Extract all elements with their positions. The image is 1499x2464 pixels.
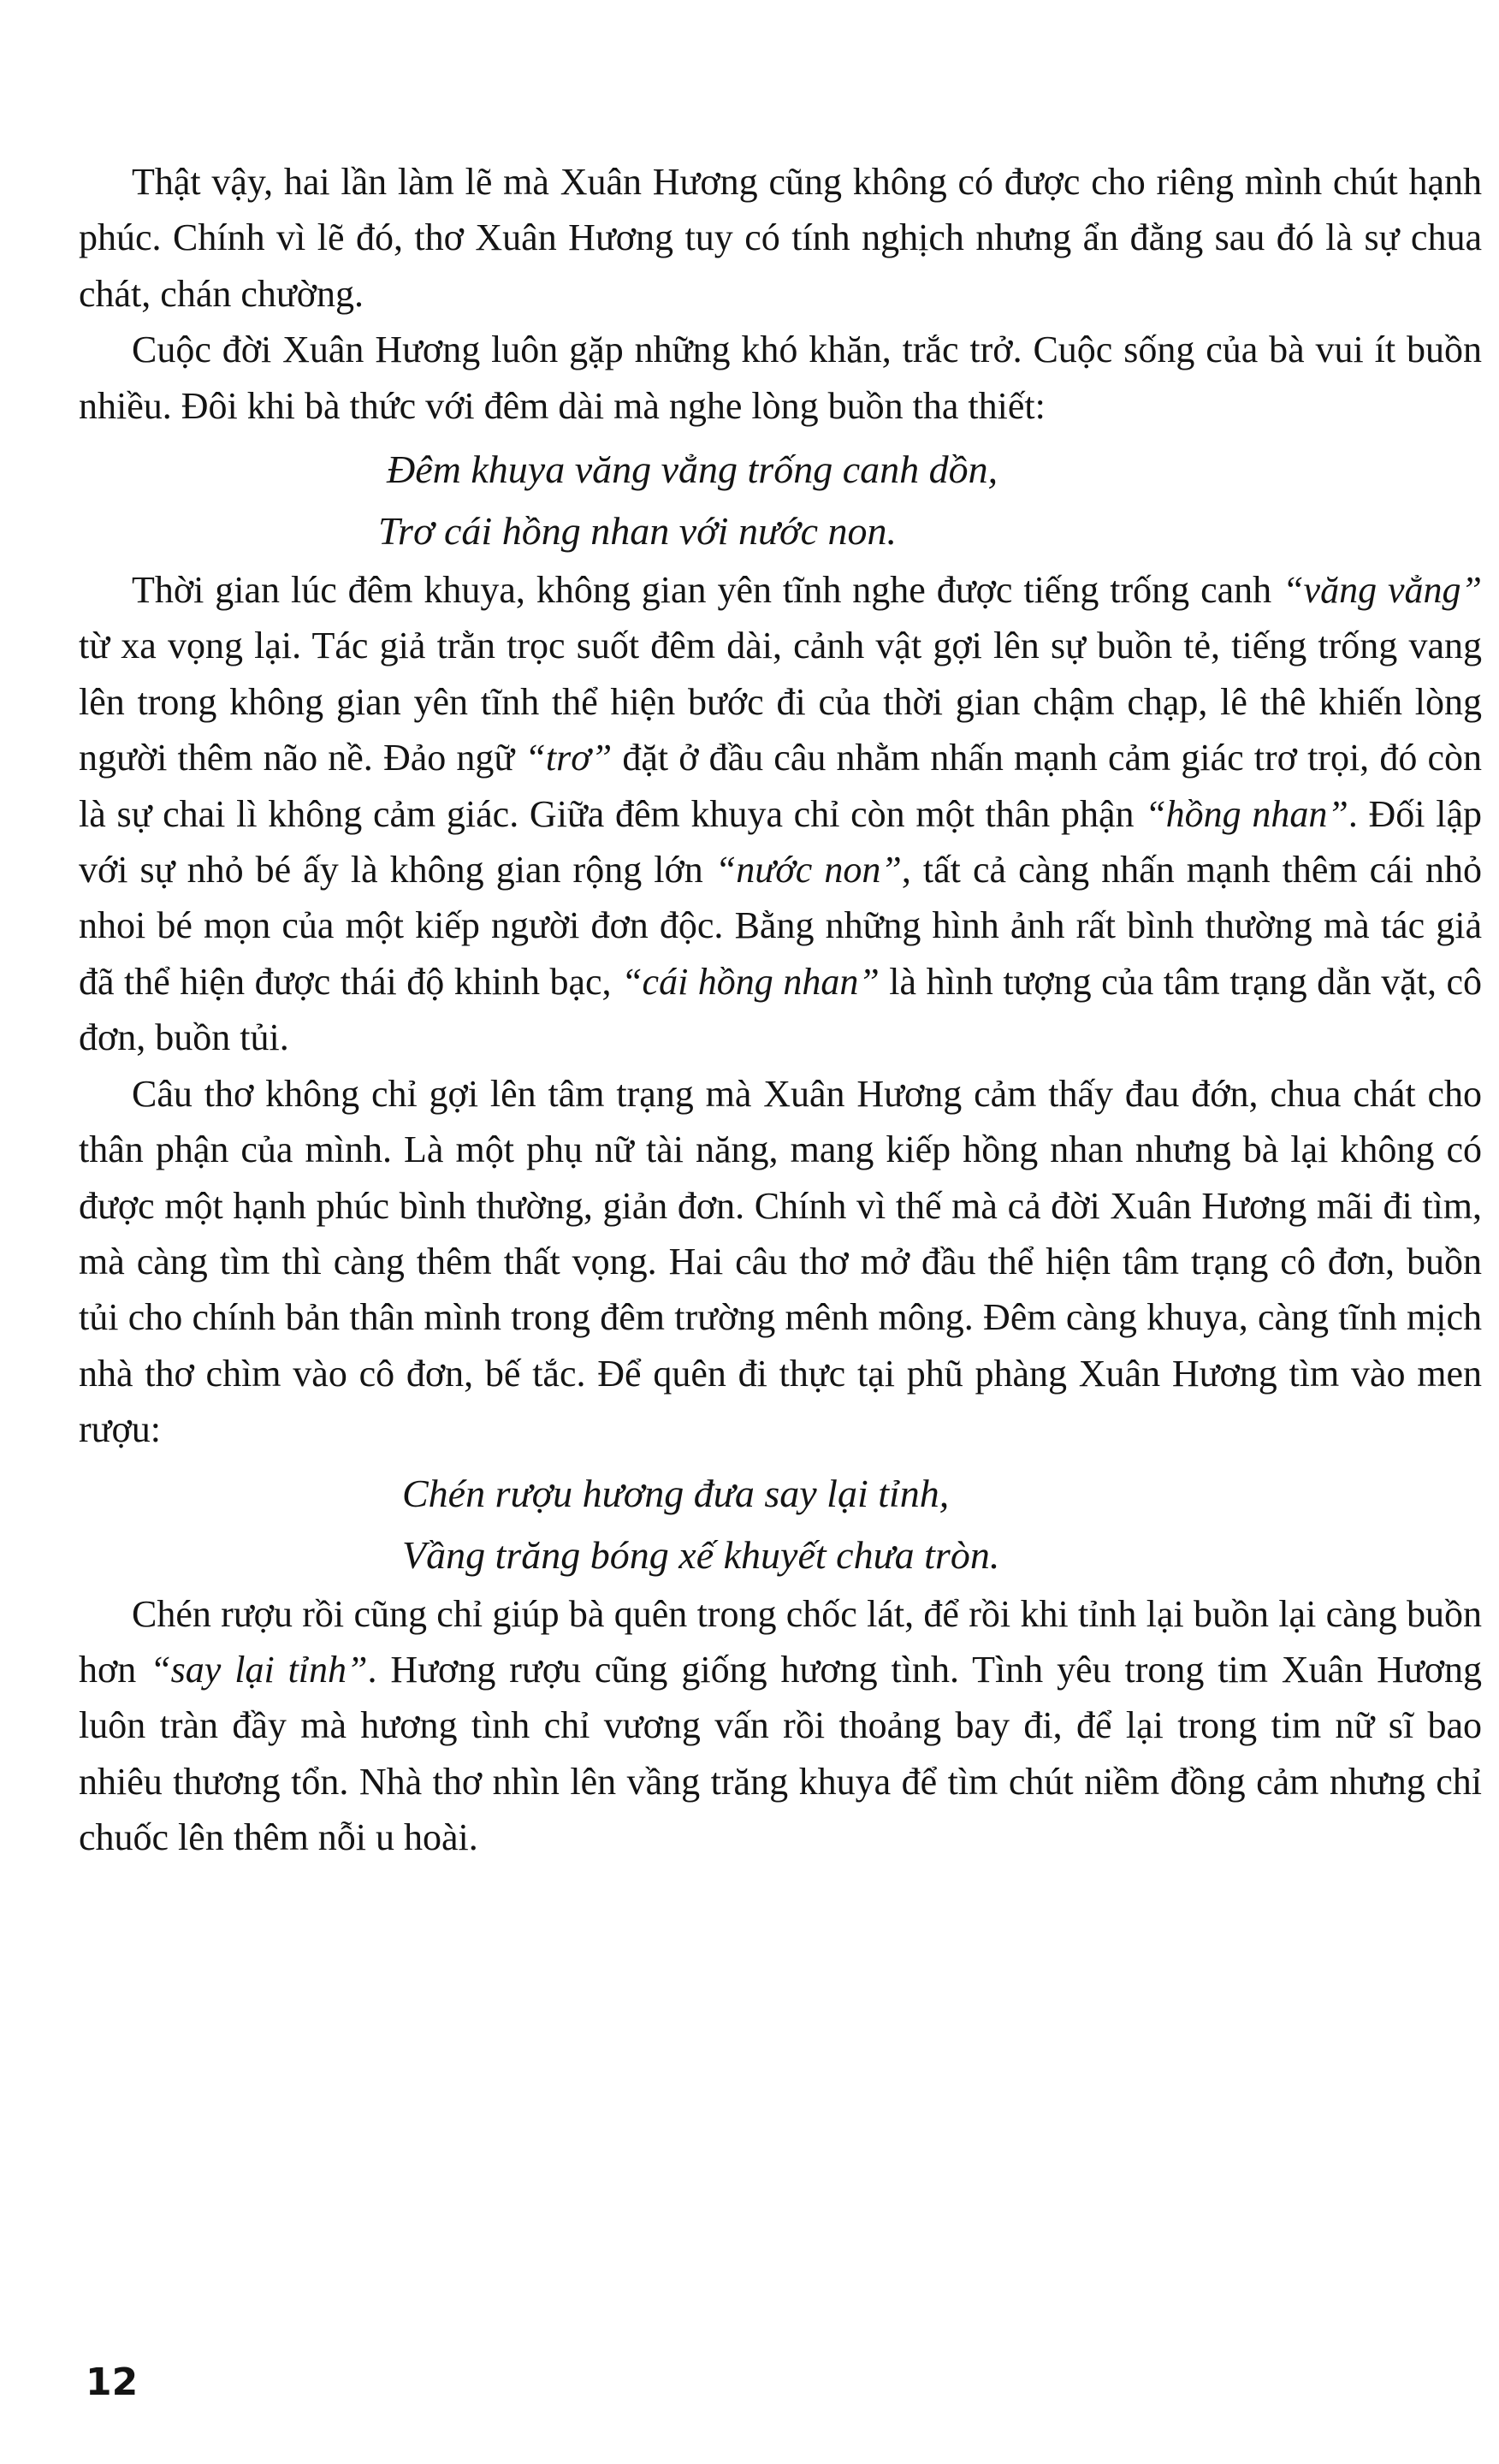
paragraph-3-text-6: là hình tượng của tâm trạng dằn vặt, cô đơn, buồn tủi. [79,960,1482,1059]
quote-say-lai-tinh: “say lại tỉnh” [150,1648,368,1691]
page-number: 12 [86,2360,139,2404]
verse-line-4: Vầng trăng bóng xế khuyết chưa tròn. [402,1532,1000,1577]
paragraph-3 [79,562,1482,1066]
quote-nuoc-non: “nước non” [714,849,902,891]
paragraph-3-text-2: từ xa vọng lại. Tác giả trằn trọc suốt đêm dài, cảnh vật gợi lên sự buồn tẻ, tiếng trống vang lên trong không gian yên tĩnh thể hiện bước đi của thời gian chậm chạp, lê thê khiến lòng người thêm não nề. Đảo ngữ [79,625,1482,779]
paragraph-3-text-4: . Đối lập với sự nhỏ bé ấy là không gian rộng lớn [79,792,1482,891]
paragraph-4: Câu thơ không chỉ gợi lên tâm trạng mà Xuân Hương cảm thấy đau đớn, chua chát cho thân phận của mình. Là một phụ nữ tài năng, mang kiếp hồng nhan nhưng bà lại không có được một hạnh phúc bình thường, giản đơn. Chính vì thế mà cả đời Xuân Hương mãi đi tìm, mà càng tìm thì càng thêm thất vọng. Hai câu thơ mở đầu thể hiện tâm trạng cô đơn, buồn tủi cho chính bản thân mình trong đêm trường mênh mông. Đêm càng khuya, càng tĩnh mịch nhà thơ chìm vào cô đơn, bế tắc. Để quên đi thực tại phũ phàng Xuân Hương tìm vào men rượu: [79,1072,1482,1451]
paragraph-3-text-1: Thời gian lúc đêm khuya, không gian yên tĩnh nghe được tiếng trống canh [132,569,1283,612]
verse-line-1: Đêm khuya văng vẳng trống canh dồn, [387,447,998,492]
paragraph-3-text-5: , tất cả càng nhấn mạnh thêm cái nhỏ nhoi bé mọn của một kiếp người đơn độc. Bằng những hình ảnh rất bình thường mà tác giả đã thể hiện được thái độ khinh bạc, [79,849,1482,1003]
paragraph-3-text-3: đặt ở đầu câu nhằm nhấn mạnh cảm giác trơ trọi, đó còn là sự chai lì không cảm giác. Giữa đêm khuya chỉ còn một thân phận [79,737,1482,835]
quote-hong-nhan: “hồng nhan” [1145,792,1348,835]
paragraph-2: Cuộc đời Xuân Hương luôn gặp những khó khăn, trắc trở. Cuộc sống của bà vui ít buồn nhiều. Đôi khi bà thức với đêm dài mà nghe lòng buồn tha thiết: [79,329,1482,427]
paragraph-1: Thật vậy, hai lần làm lẽ mà Xuân Hương cũng không có được cho riêng mình chút hạnh phúc. Chính vì lẽ đó, thơ Xuân Hương tuy có tính nghịch nhưng ẩn đằng sau đó là sự chua chát, chán chường. [79,161,1482,315]
page-body [79,154,1482,1866]
quote-tro: “trơ” [524,737,613,779]
verse-line-2: Trơ cái hồng nhan với nước non. [378,509,897,554]
paragraph-5 [79,1586,1482,1866]
quote-cai-hong-nhan: “cái hồng nhan” [621,960,880,1003]
paragraph-5-text-2: . Hương rượu cũng giống hương tình. Tình yêu trong tim Xuân Hương luôn tràn đầy mà hương tình chỉ vương vấn rồi thoảng bay đi, để lại trong tim nữ sĩ bao nhiêu thương tổn. Nhà thơ nhìn lên vầng trăng khuya để tìm chút niềm đồng cảm nhưng chỉ chuốc lên thêm nỗi u hoài. [79,1648,1482,1859]
verse-line-3: Chén rượu hương đưa say lại tỉnh, [402,1471,950,1515]
paragraph-5-text-1: Chén rượu rồi cũng chỉ giúp bà quên trong chốc lát, để rồi khi tỉnh lại buồn lại càng buồn hơn [79,1592,1482,1691]
quote-vang-vang: “văng vẳng” [1283,569,1482,612]
